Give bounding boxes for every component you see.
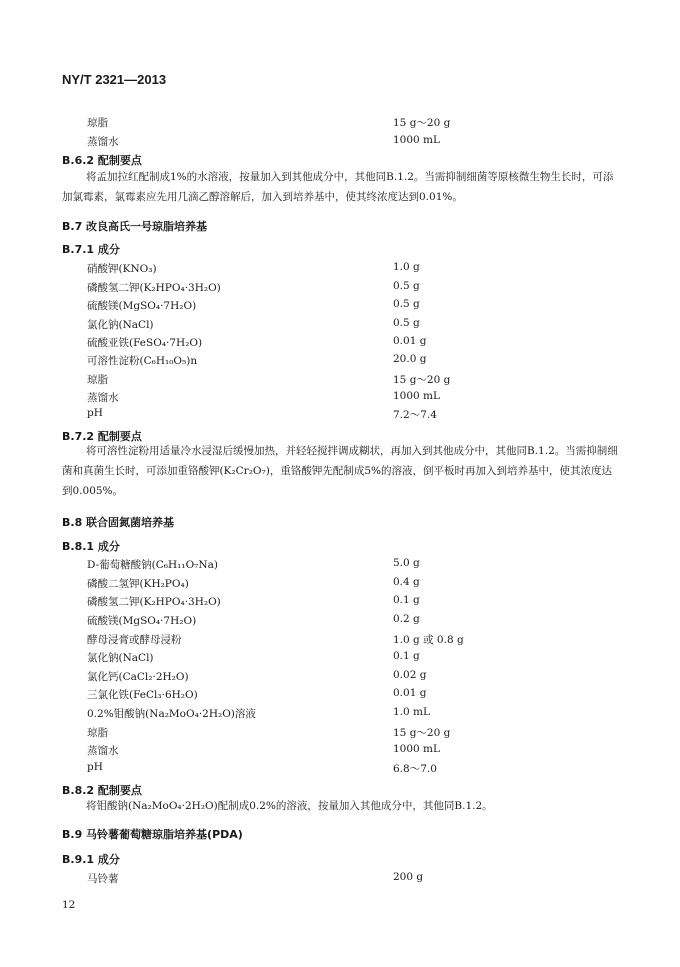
ingredient-name: 磷酸氢二钾(K₂HPO₄·3H₂O) — [87, 596, 221, 608]
section-heading-b62: B.6.2 配制要点 — [62, 154, 142, 167]
ingredient-value: 6.8～7.0 — [393, 763, 437, 775]
ingredient-value: 1.0 mL — [393, 706, 430, 718]
subsection-heading-b81: B.8.1 成分 — [62, 540, 120, 553]
document-header: NY/T 2321—2013 — [62, 72, 167, 87]
ingredient-name: 蒸馏水 — [87, 136, 119, 148]
ingredient-name: 蒸馏水 — [87, 392, 119, 404]
subsection-heading-b82: B.8.2 配制要点 — [62, 784, 142, 797]
ingredient-value: 0.2 g — [393, 613, 420, 625]
section-heading-b8: B.8 联合固氮菌培养基 — [62, 516, 175, 529]
ingredient-name: 三氯化铁(FeCl₃·6H₂O) — [87, 689, 198, 701]
ingredient-value: 0.4 g — [393, 576, 420, 588]
ingredient-value: 15 g～20 g — [393, 727, 451, 739]
section-heading-b7: B.7 改良高氏一号琼脂培养基 — [62, 220, 208, 233]
ingredient-value: 0.02 g — [393, 669, 427, 681]
paragraph-b82: 将钼酸钠(Na₂MoO₄·2H₂O)配制成0.2%的溶液，按量加入其他成分中，其他同B.1.2。 — [86, 800, 493, 812]
ingredient-value: 0.5 g — [393, 298, 420, 310]
ingredient-value: 15 g～20 g — [393, 374, 451, 386]
ingredient-value: 200 g — [393, 871, 424, 883]
ingredient-name: 琼脂 — [87, 374, 108, 386]
ingredient-name: 可溶性淀粉(C₆H₁₀O₅)n — [87, 355, 198, 367]
ingredient-name: 磷酸氢二钾(K₂HPO₄·3H₂O) — [87, 282, 221, 294]
ingredient-name: 硫酸镁(MgSO₄·7H₂O) — [87, 615, 197, 627]
ingredient-name: 琼脂 — [87, 117, 108, 129]
ingredient-value: 1000 mL — [393, 743, 440, 755]
ingredient-value: 15 g～20 g — [393, 117, 451, 129]
ingredient-name: 马铃薯 — [87, 873, 119, 885]
ingredient-value: 0.1 g — [393, 650, 420, 662]
subsection-heading-b91: B.9.1 成分 — [62, 853, 120, 866]
ingredient-value: 1.0 g — [393, 261, 420, 273]
ingredient-value: 1000 mL — [393, 134, 440, 146]
ingredient-name: pH — [87, 761, 103, 773]
ingredient-name: 磷酸二氢钾(KH₂PO₄) — [87, 578, 189, 590]
ingredient-value: 20.0 g — [393, 353, 427, 365]
ingredient-name: 蒸馏水 — [87, 745, 119, 757]
subsection-heading-b72: B.7.2 配制要点 — [62, 430, 142, 443]
ingredient-value: 7.2～7.4 — [393, 409, 437, 421]
ingredient-value: 0.5 g — [393, 317, 420, 329]
ingredient-name: 酵母浸膏或酵母浸粉 — [87, 634, 182, 646]
ingredient-name: 硝酸钾(KNO₃) — [87, 263, 157, 275]
ingredient-value: 0.5 g — [393, 280, 420, 292]
ingredient-name: 硫酸亚铁(FeSO₄·7H₂O) — [87, 337, 203, 349]
paragraph-b62: 将孟加拉红配制成1%的水溶液，按量加入到其他成分中，其他同B.1.2。当需抑制细菌等原核微生物生长时，可添加氯霉素，氯霉素应先用几滴乙醇溶解后，加入到培养基中，使其终浓度达到0.01%。 — [62, 171, 614, 203]
ingredient-name: 0.2%钼酸钠(Na₂MoO₄·2H₂O)溶液 — [87, 708, 256, 720]
ingredient-value: 0.1 g — [393, 594, 420, 606]
ingredient-name: pH — [87, 407, 103, 419]
ingredient-value: 0.01 g — [393, 687, 427, 699]
ingredient-value: 1.0 g 或 0.8 g — [393, 634, 464, 646]
ingredient-value: 1000 mL — [393, 390, 440, 402]
section-heading-b9: B.9 马铃薯葡萄糖琼脂培养基(PDA) — [62, 828, 243, 841]
ingredient-name: 琼脂 — [87, 727, 108, 739]
ingredient-name: 氯化钙(CaCl₂·2H₂O) — [87, 671, 189, 683]
subsection-heading-b71: B.7.1 成分 — [62, 243, 120, 256]
ingredient-name: 硫酸镁(MgSO₄·7H₂O) — [87, 300, 197, 312]
paragraph-b72: 将可溶性淀粉用适量冷水浸湿后缓慢加热，并轻轻搅拌调成糊状，再加入到其他成分中，其他同B.1.2。当需抑制细菌和真菌生长时，可添加重铬酸钾(K₂Cr₂O₇)，重铬酸钾先配制成5%的溶液，倒平板时再加入到培养基中，使其浓度达到0.005%。 — [62, 445, 618, 497]
ingredient-value: 5.0 g — [393, 557, 420, 569]
page-number: 12 — [62, 899, 76, 911]
ingredient-name: D-葡萄糖酸钠(C₆H₁₁O₇Na) — [87, 559, 218, 571]
ingredient-name: 氯化钠(NaCl) — [87, 319, 154, 331]
ingredient-name: 氯化钠(NaCl) — [87, 652, 154, 664]
ingredient-value: 0.01 g — [393, 335, 427, 347]
